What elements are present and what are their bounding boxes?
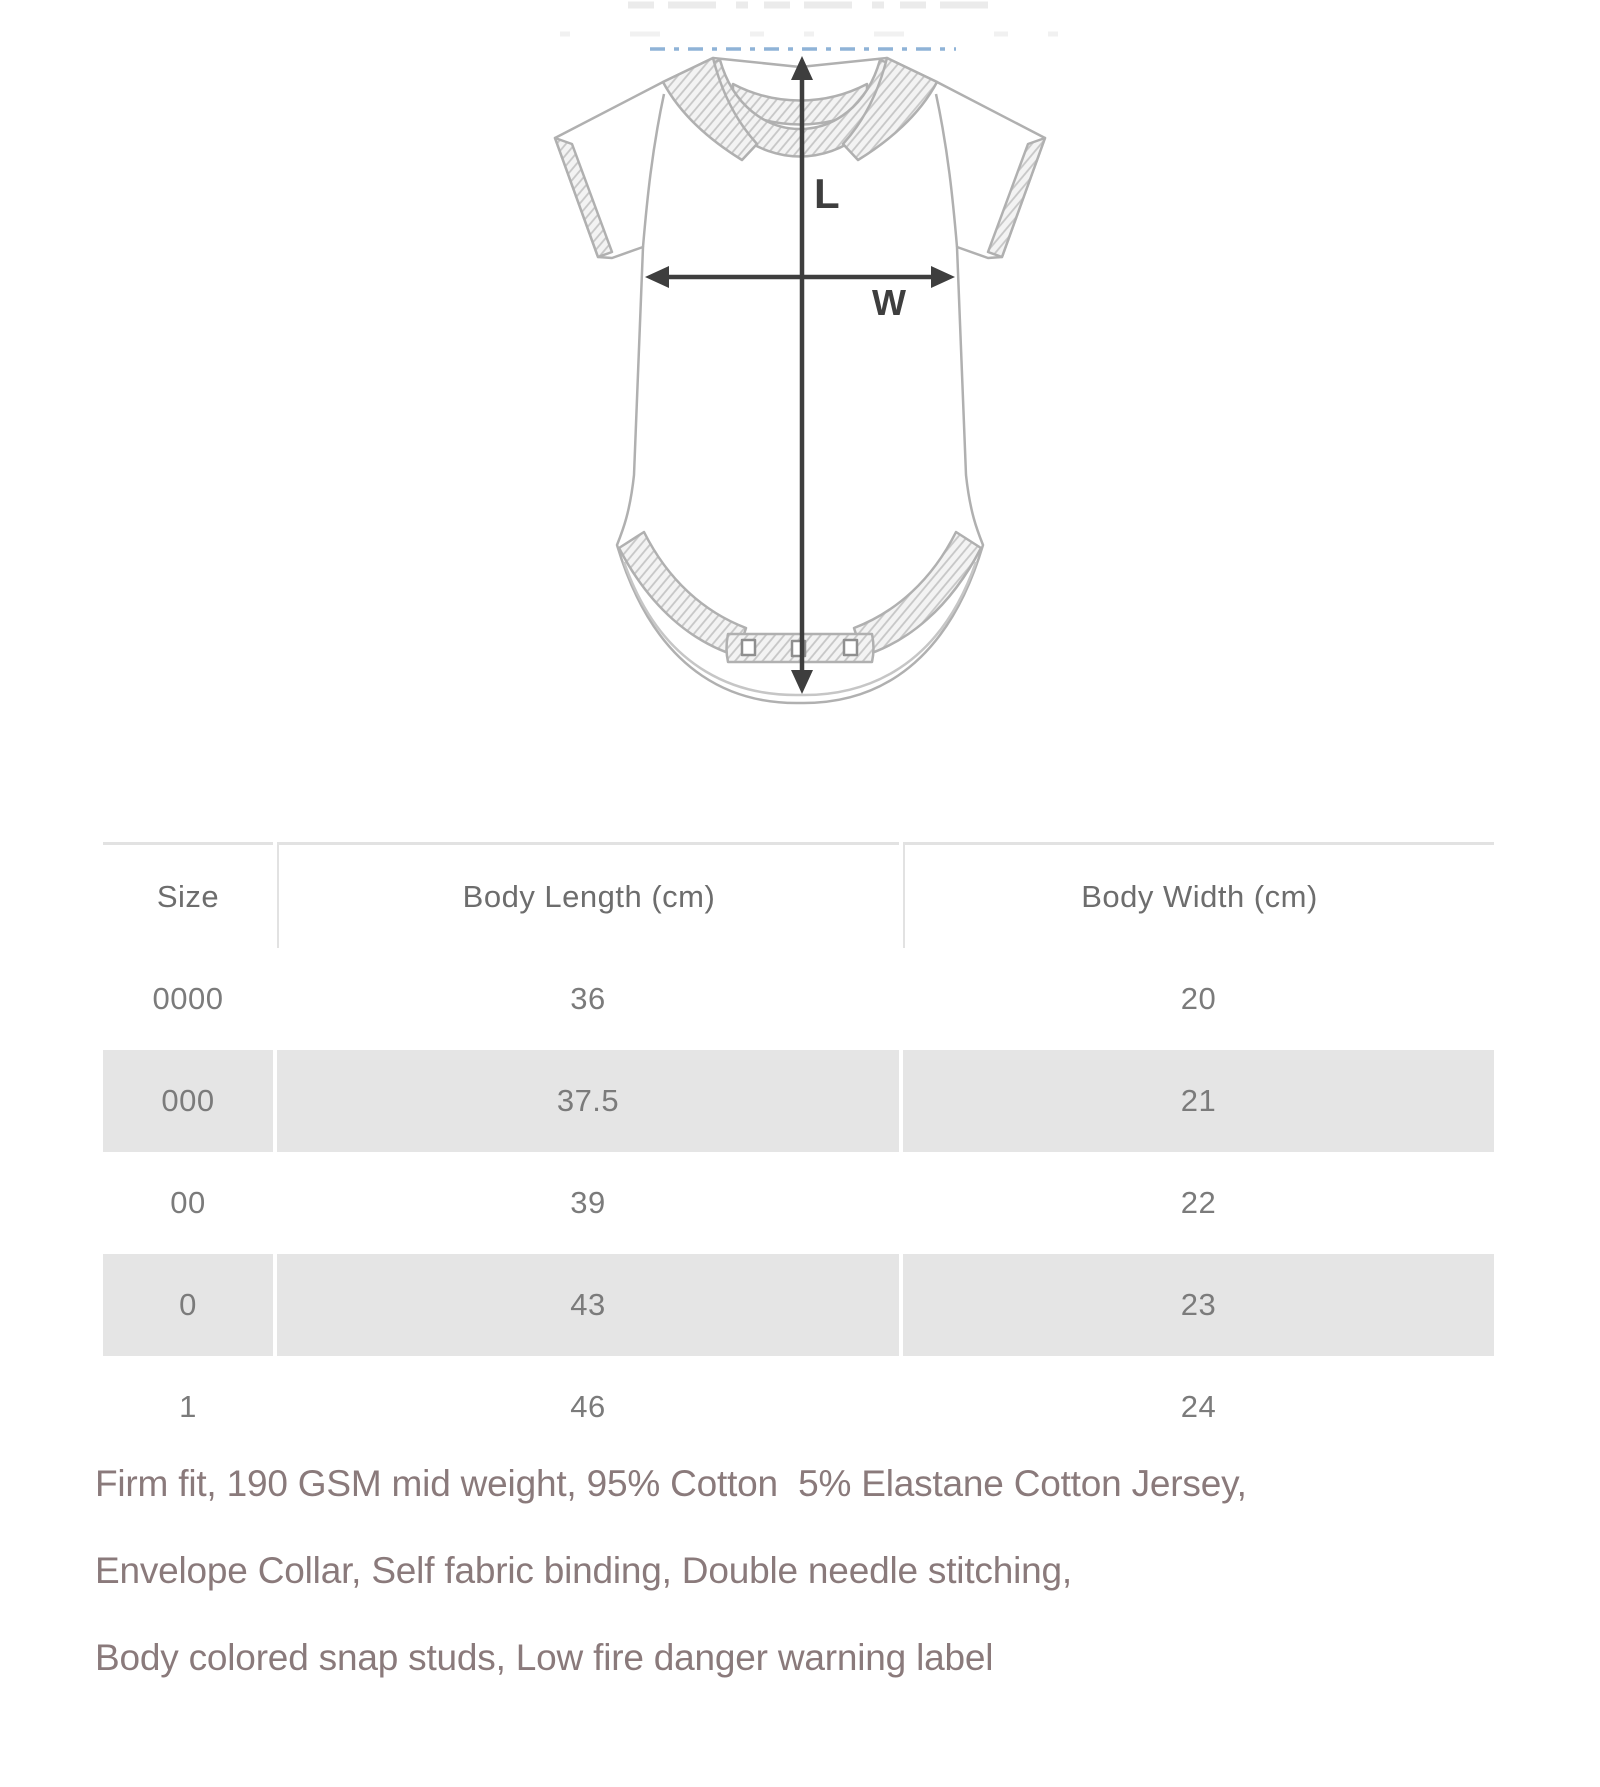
snap-stud — [844, 640, 857, 655]
table-row — [103, 1050, 1494, 1152]
length-cell: 37.5 — [277, 1050, 899, 1152]
length-label: L — [814, 170, 840, 217]
length-cell: 43 — [277, 1254, 899, 1356]
width-label: W — [872, 282, 906, 323]
size-cell: 000 — [103, 1050, 273, 1152]
table-row — [103, 1152, 1494, 1254]
length-cell: 46 — [570, 1389, 606, 1424]
column-header-size: Size — [103, 842, 273, 948]
bodysuit-diagram — [0, 0, 1600, 740]
table-header-row — [103, 842, 1494, 948]
description-line: Body colored snap studs, Low fire danger warning label — [95, 1637, 994, 1678]
size-cell: 00 — [170, 1185, 206, 1220]
table-row — [103, 948, 1494, 1050]
length-cell: 36 — [570, 981, 606, 1016]
width-cell: 20 — [1180, 981, 1217, 1016]
top-crop-artifact — [560, 5, 1080, 34]
column-header-length: Body Length (cm) — [277, 842, 899, 948]
width-cell: 21 — [903, 1050, 1494, 1152]
description-line: Envelope Collar, Self fabric binding, Double needle stitching, — [95, 1550, 1072, 1591]
size-chart-table — [99, 842, 1498, 1458]
size-cell: 1 — [179, 1389, 197, 1424]
width-cell: 23 — [903, 1254, 1494, 1356]
width-cell: 22 — [1180, 1185, 1217, 1220]
description-line: Firm fit, 190 GSM mid weight, 95% Cotton 5% Elastane Cotton Jersey, — [95, 1463, 1247, 1504]
column-header-width: Body Width (cm) — [903, 842, 1494, 948]
product-description — [95, 1440, 1515, 1701]
width-cell: 24 — [1180, 1389, 1217, 1424]
size-cell: 0 — [103, 1254, 273, 1356]
size-cell: 0000 — [152, 981, 224, 1016]
table-row — [103, 1254, 1494, 1356]
length-cell: 39 — [570, 1185, 606, 1220]
snap-stud — [742, 640, 755, 655]
